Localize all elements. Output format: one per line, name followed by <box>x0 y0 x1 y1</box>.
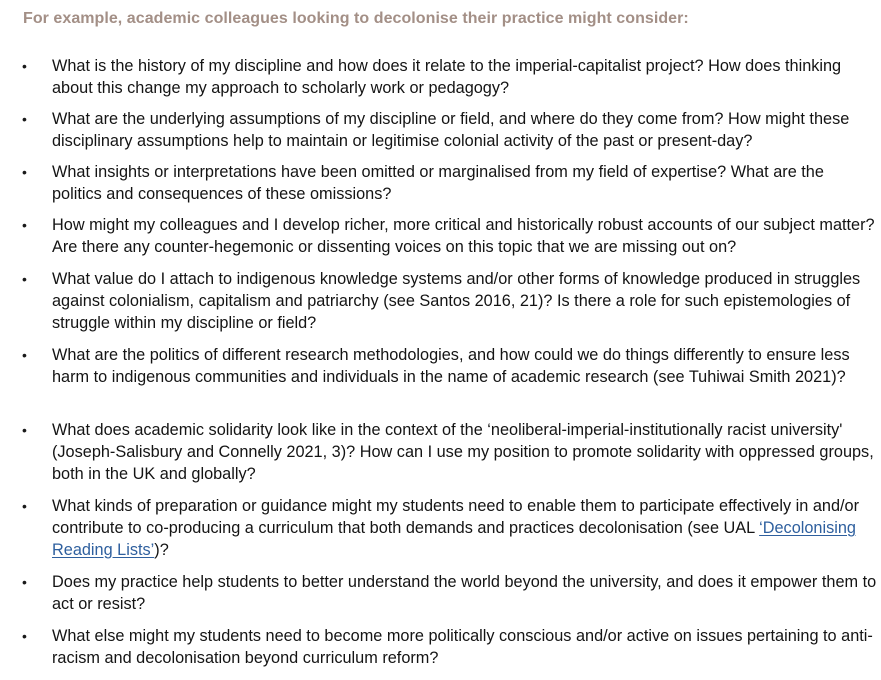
decolonising-reading-lists-link[interactable]: ‘Decolonising Reading Lists’ <box>52 519 856 559</box>
bullet-icon: • <box>22 347 27 363</box>
list-item-text: What value do I attach to indigenous knowledge systems and/or other forms of knowledge produced in struggles against colonialism, capitalism and patriarchy (see Santos 2016, 21)? Is there a role for such epistemologies of struggle within my discipline or field? <box>52 270 861 332</box>
bullet-icon: • <box>22 628 27 644</box>
section-heading: For example, academic colleagues looking to decolonise their practice might consider: <box>23 10 689 27</box>
bullet-icon: • <box>22 574 27 590</box>
bullet-icon: • <box>22 217 27 233</box>
bullet-icon: • <box>22 422 27 438</box>
bullet-icon: • <box>22 58 27 74</box>
bullet-icon: • <box>22 271 27 287</box>
list-item-text: Does my practice help students to better understand the world beyond the university, and does it empower them to act or resist? <box>52 573 877 613</box>
bullet-icon: • <box>22 111 27 127</box>
bullet-icon: • <box>22 164 27 180</box>
list-item-text: How might my colleagues and I develop richer, more critical and historically robust accounts of our subject matter? Are there any counter-hegemonic or dissenting voices on this topic that we are missing out on? <box>52 216 875 256</box>
list-item-text-after-link: )? <box>154 541 169 559</box>
list-item-text: What is the history of my discipline and how does it relate to the imperial-capitalist project? How does thinking about this change my approach to scholarly work or pedagogy? <box>52 57 842 97</box>
list-item-text: What are the underlying assumptions of my discipline or field, and where do they come from? How might these disciplinary assumptions help to maintain or legitimise colonial activity of the past or present-day? <box>52 110 850 150</box>
list-item-text: What does academic solidarity look like in the context of the ‘neoliberal-imperial-institutionally racist university' (Joseph-Salisbury and Connelly 2021, 3)? How can I use my position to promote solidarity with oppressed groups, both in the UK and globally? <box>52 421 874 483</box>
list-item-text: What insights or interpretations have been omitted or marginalised from my field of expertise? What are the politics and consequences of these omissions? <box>52 163 824 203</box>
list-item-text <box>52 495 877 561</box>
list-item-text-before-link: What kinds of preparation or guidance might my students need to enable them to participate effectively in and/or contribute to co-producing a curriculum that both demands and practices decolonisation (see UAL <box>52 497 859 537</box>
bullet-icon: • <box>22 498 27 514</box>
list-item-text: What else might my students need to become more politically conscious and/or active on issues pertaining to anti-racism and decolonisation beyond curriculum reform? <box>52 627 873 667</box>
list-item-text: What are the politics of different research methodologies, and how could we do things differently to ensure less harm to indigenous communities and individuals in the name of academic research (see Tuhiwai Smith 2021)? <box>52 346 850 386</box>
